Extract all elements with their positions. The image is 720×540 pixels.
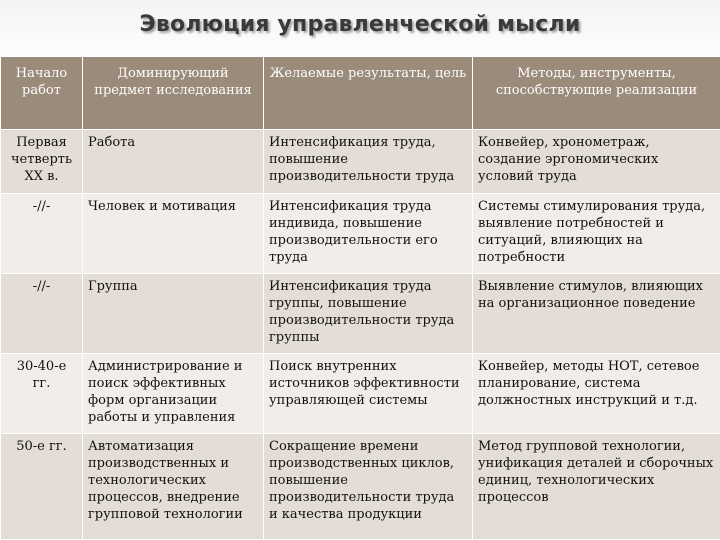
table-row bbox=[1, 434, 720, 540]
table-row bbox=[1, 274, 720, 354]
evolution-table bbox=[0, 56, 720, 540]
header-methods: Методы, инструменты, способствующие реализации bbox=[473, 57, 720, 130]
cell-period: -//- bbox=[1, 194, 83, 274]
cell-goal: Интенсификация труда группы, повышение производительности труда группы bbox=[264, 274, 473, 354]
cell-period: 50-е гг. bbox=[1, 434, 83, 540]
cell-methods: Метод групповой технологии, унификация деталей и сборочных единиц, технологических процессов bbox=[473, 434, 720, 540]
cell-subject: Группа bbox=[83, 274, 264, 354]
cell-period: 30-40-е гг. bbox=[1, 354, 83, 434]
slide-title: Эволюция управленческой мысли bbox=[139, 12, 581, 37]
cell-goal: Интенсификация труда, повышение производительности труда bbox=[264, 130, 473, 194]
header-subject: Доминирующий предмет исследования bbox=[83, 57, 264, 130]
cell-methods: Конвейер, методы НОТ, сетевое планирование, система должностных инструкций и т.д. bbox=[473, 354, 720, 434]
cell-subject: Автоматизация производственных и технологических процессов, внедрение групповой технологии bbox=[83, 434, 264, 540]
cell-goal: Сокращение времени производственных циклов, повышение производительности труда и качества продукции bbox=[264, 434, 473, 540]
cell-goal: Интенсификация труда индивида, повышение производительности его труда bbox=[264, 194, 473, 274]
cell-period: -//- bbox=[1, 274, 83, 354]
cell-methods: Системы стимулирования труда, выявление потребностей и ситуаций, влияющих на потребности bbox=[473, 194, 720, 274]
cell-subject: Человек и мотивация bbox=[83, 194, 264, 274]
table-row bbox=[1, 130, 720, 194]
table-row bbox=[1, 354, 720, 434]
cell-methods: Выявление стимулов, влияющих на организационное поведение bbox=[473, 274, 720, 354]
cell-subject: Работа bbox=[83, 130, 264, 194]
header-goal: Желаемые результаты, цель bbox=[264, 57, 473, 130]
cell-methods: Конвейер, хронометраж, создание эргономических условий труда bbox=[473, 130, 720, 194]
table-row bbox=[1, 194, 720, 274]
table-header-row bbox=[1, 57, 720, 130]
header-start: Начало работ bbox=[1, 57, 83, 130]
cell-goal: Поиск внутренних источников эффективности управляющей системы bbox=[264, 354, 473, 434]
cell-subject: Администрирование и поиск эффективных форм организации работы и управления bbox=[83, 354, 264, 434]
cell-period: Первая четверть ХХ в. bbox=[1, 130, 83, 194]
